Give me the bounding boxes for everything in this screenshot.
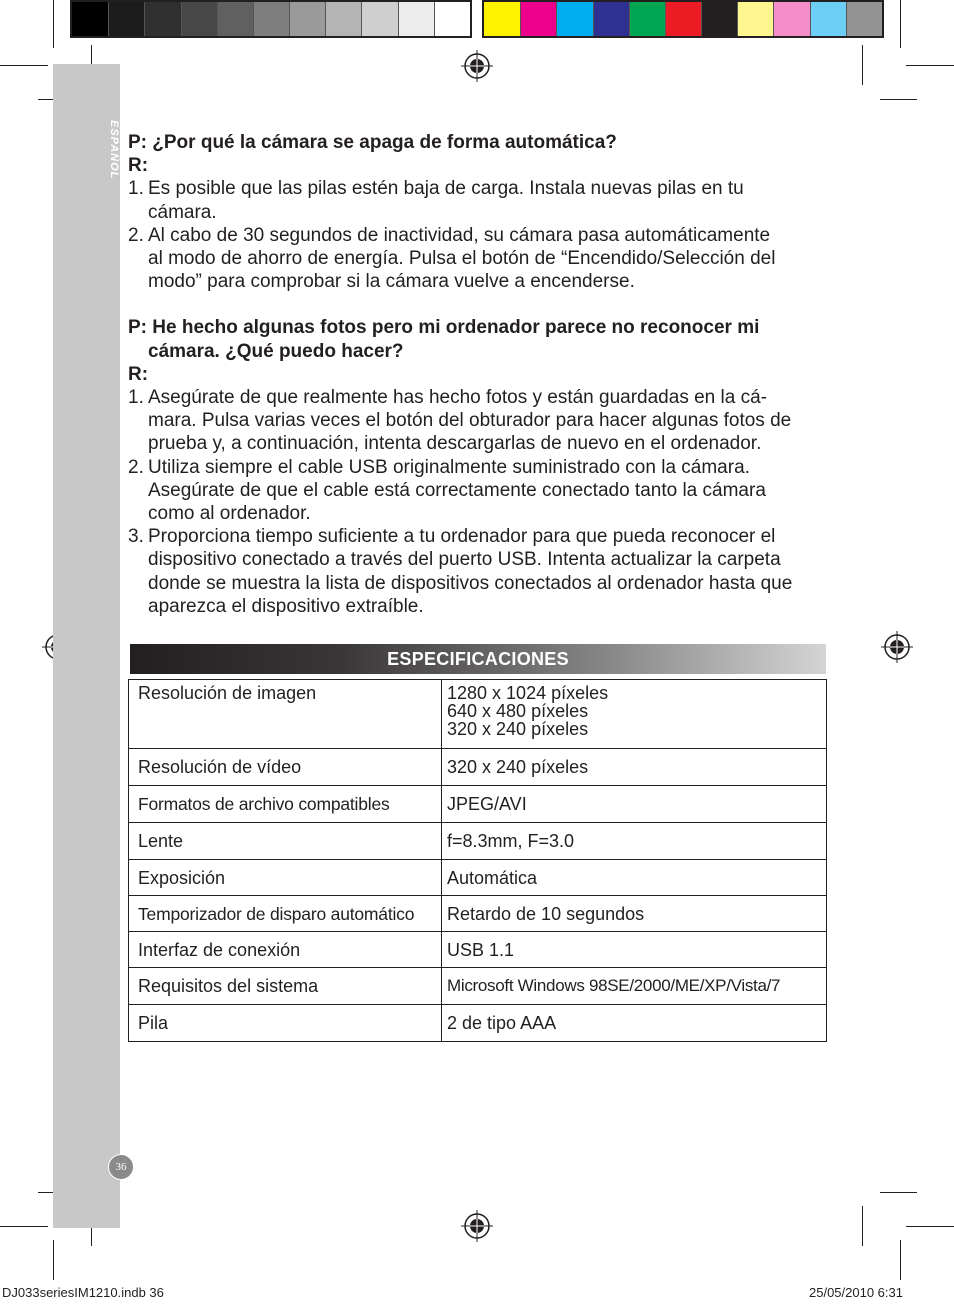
spec-key: Pila (129, 1005, 442, 1042)
answer-number: 1. (128, 178, 144, 200)
faq-answer-label: R: (128, 155, 149, 177)
spec-key: Formatos de archivo compatibles (129, 786, 442, 823)
spec-row (129, 860, 827, 896)
faq-question: P: He hecho algunas fotos pero mi ordenador parece no reconocer mi (128, 317, 760, 339)
registration-mark-icon (881, 631, 913, 663)
color-swatch (773, 2, 810, 36)
color-swatch (325, 2, 362, 36)
answer-line: prueba y, a continuación, intenta descargarlas de nuevo en el ordenador. (148, 433, 762, 455)
answer-line: Es posible que las pilas estén baja de carga. Instala nuevas pilas en tu (148, 178, 744, 200)
answer-number: 2. (128, 224, 144, 246)
registration-mark-icon (461, 1210, 493, 1242)
spec-value (442, 749, 827, 786)
answer-line: modo” para comprobar si la cámara vuelve a encenderse. (148, 271, 635, 293)
answer-line: Asegúrate de que realmente has hecho fotos y están guardadas en la cá- (148, 387, 767, 409)
answer-number: 3. (128, 526, 144, 548)
spec-value (442, 1005, 827, 1042)
color-swatch (484, 2, 521, 36)
spec-value (442, 860, 827, 896)
spec-row (129, 1005, 827, 1042)
spec-value-line: Retardo de 10 segundos (447, 904, 645, 924)
answer-line: al modo de ahorro de energía. Pulsa el botón de “Encendido/Selección del (148, 248, 776, 270)
page-number: 36 (108, 1154, 134, 1180)
faq-answer-item (128, 224, 828, 294)
answer-line: Proporciona tiempo suficiente a tu ordenador para que pueda reconocer el (148, 526, 776, 548)
spec-value (442, 932, 827, 968)
answer-line: dispositivo conectado a través del puerto USB. Intenta actualizar la carpeta (148, 549, 781, 571)
color-swatch (361, 2, 398, 36)
color-swatch (434, 2, 471, 36)
spec-value (442, 968, 827, 1005)
spec-row (129, 786, 827, 823)
answer-number: 1. (128, 387, 144, 409)
spec-key: Resolución de imagen (129, 680, 442, 749)
color-swatch (593, 2, 630, 36)
faq-answer-label: R: (128, 363, 149, 385)
spec-value-line: Microsoft Windows 98SE/2000/ME/XP/Vista/7 (447, 976, 781, 995)
color-swatch (144, 2, 181, 36)
faq-answer-item (128, 525, 828, 618)
color-swatch (629, 2, 666, 36)
spec-key: Lente (129, 823, 442, 860)
side-strip (53, 64, 120, 1228)
color-swatch (181, 2, 218, 36)
color-swatch (217, 2, 254, 36)
specs-title: ESPECIFICACIONES (130, 644, 826, 674)
spec-value (442, 786, 827, 823)
spec-row (129, 932, 827, 968)
spec-value-line: Automática (447, 868, 538, 888)
spec-row (129, 968, 827, 1005)
spec-row (129, 749, 827, 786)
answer-line: Asegúrate de que el cable está correctamente conectado tanto la cámara (148, 479, 766, 501)
color-swatch (556, 2, 593, 36)
answer-line: Utiliza siempre el cable USB originalmente suministrado con la cámara. (148, 456, 750, 478)
spec-value (442, 896, 827, 932)
registration-mark-icon (461, 50, 493, 82)
spec-key: Exposición (129, 860, 442, 896)
spec-key: Resolución de vídeo (129, 749, 442, 786)
spec-value-line: 1280 x 1024 píxeles (447, 683, 609, 703)
color-swatch (398, 2, 435, 36)
color-swatch (665, 2, 702, 36)
color-swatch (253, 2, 290, 36)
spec-key: Temporizador de disparo automático (129, 896, 442, 932)
language-label: ESPAÑOL (108, 120, 120, 180)
spec-value-line: 320 x 240 píxeles (447, 757, 589, 777)
faq-question: P: ¿Por qué la cámara se apaga de forma automática? (128, 132, 617, 153)
spec-key: Interfaz de conexión (129, 932, 442, 968)
color-swatch (520, 2, 557, 36)
faq-answer-item (128, 456, 828, 526)
color-swatch (701, 2, 738, 36)
answer-line: Al cabo de 30 segundos de inactividad, su cámara pasa automáticamente (148, 224, 771, 246)
answer-number: 2. (128, 456, 144, 478)
specs-table (128, 679, 827, 1042)
color-swatch (72, 2, 109, 36)
faq-section (128, 131, 828, 618)
color-swatch (810, 2, 847, 36)
answer-line: donde se muestra la lista de dispositivos conectados al ordenador hasta que (148, 572, 793, 594)
spec-row (129, 896, 827, 932)
answer-line: mara. Pulsa varias veces el botón del obturador para hacer algunas fotos de (148, 410, 792, 432)
spec-value-line: JPEG/AVI (447, 794, 527, 814)
spec-row (129, 680, 827, 749)
faq-question: cámara. ¿Qué puedo hacer? (148, 340, 404, 362)
faq-answer-item (128, 177, 828, 223)
footer-file-info: DJ033seriesIM1210.indb 36 (2, 1285, 164, 1300)
answer-line: aparezca el dispositivo extraíble. (148, 595, 424, 617)
color-swatch (108, 2, 145, 36)
spec-value (442, 823, 827, 860)
answer-line: como al ordenador. (148, 503, 311, 525)
color-swatch (846, 2, 883, 36)
spec-value-line: 2 de tipo AAA (447, 1013, 557, 1033)
answer-line: cámara. (148, 201, 217, 223)
spec-key: Requisitos del sistema (129, 968, 442, 1005)
spec-value-line: f=8.3mm, F=3.0 (447, 831, 575, 851)
faq-item (128, 131, 828, 293)
spec-value-line: 320 x 240 píxeles (447, 719, 589, 739)
color-swatch (289, 2, 326, 36)
footer-date: 25/05/2010 6:31 (809, 1285, 903, 1300)
faq-item (128, 316, 828, 618)
color-swatch (737, 2, 774, 36)
faq-answer-item (128, 386, 828, 456)
spec-row (129, 823, 827, 860)
spec-value-line: 640 x 480 píxeles (447, 701, 589, 721)
spec-value (442, 680, 827, 749)
spec-value-line: USB 1.1 (447, 940, 515, 960)
